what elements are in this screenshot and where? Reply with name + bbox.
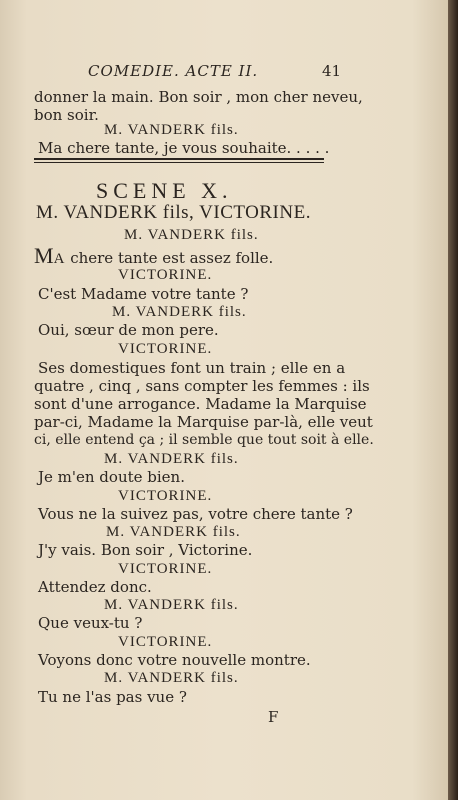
dialogue-line: quatre , cinq , sans compter les femmes : ils — [34, 377, 370, 395]
text-line: bon soir. — [34, 106, 99, 124]
speaker-name: M. VANDERK fils. — [104, 597, 239, 613]
speaker-name: M. VANDERK fils. — [104, 451, 239, 467]
dialogue-line: Oui, sœur de mon pere. — [38, 321, 219, 339]
divider-rule-thin — [34, 162, 324, 163]
dialogue-line — [34, 243, 274, 268]
dialogue-line: Vous ne la suivez pas, votre chere tante ? — [38, 505, 353, 523]
dialogue-line: Attendez donc. — [38, 578, 152, 596]
text-span: chere tante est assez folle. — [70, 249, 274, 267]
dialogue-line: ci, elle entend ça ; il semble que tout soit à elle. — [34, 432, 374, 448]
text-line: Ma chere tante, je vous souhaite. . . . . — [38, 139, 330, 157]
page-edge-shadow — [448, 0, 458, 800]
dialogue-line: Tu ne l'as pas vue ? — [38, 688, 187, 706]
text-line: donner la main. Bon soir , mon cher neveu, — [34, 88, 363, 106]
signature-mark: F — [268, 708, 279, 726]
dialogue-line: Ses domestiques font un train ; elle en a — [38, 359, 346, 377]
small-cap: A — [53, 251, 66, 267]
dialogue-line: par-ci, Madame la Marquise par-là, elle veut — [34, 413, 373, 431]
scene-title: SCENE X. — [96, 178, 233, 203]
speaker-name: VICTORINE. — [118, 341, 213, 357]
scene-characters: M. VANDERK fils, VICTORINE. — [36, 202, 311, 223]
running-title: COMEDIE. ACTE II. — [88, 62, 259, 80]
speaker-name: M. VANDERK fils. — [112, 304, 247, 320]
speaker-name: M. VANDERK fils. — [104, 122, 239, 138]
speaker-name: M. VANDERK fils. — [104, 670, 239, 686]
dialogue-line: Que veux-tu ? — [38, 614, 143, 632]
speaker-name: VICTORINE. — [118, 267, 213, 283]
dialogue-line: Je m'en doute bien. — [38, 468, 185, 486]
speaker-name: M. VANDERK fils. — [106, 524, 241, 540]
dialogue-line: C'est Madame votre tante ? — [38, 285, 249, 303]
dialogue-line: sont d'une arrogance. Madame la Marquise — [34, 395, 367, 413]
dialogue-line: J'y vais. Bon soir , Victorine. — [38, 541, 253, 559]
dialogue-line: Voyons donc votre nouvelle montre. — [38, 651, 311, 669]
speaker-name: M. VANDERK fils. — [124, 227, 259, 243]
page-number: 41 — [322, 62, 342, 80]
drop-cap: M — [34, 243, 54, 268]
speaker-name: VICTORINE. — [118, 561, 213, 577]
divider-rule — [34, 158, 324, 160]
speaker-name: VICTORINE. — [118, 488, 213, 504]
speaker-name: VICTORINE. — [118, 634, 213, 650]
